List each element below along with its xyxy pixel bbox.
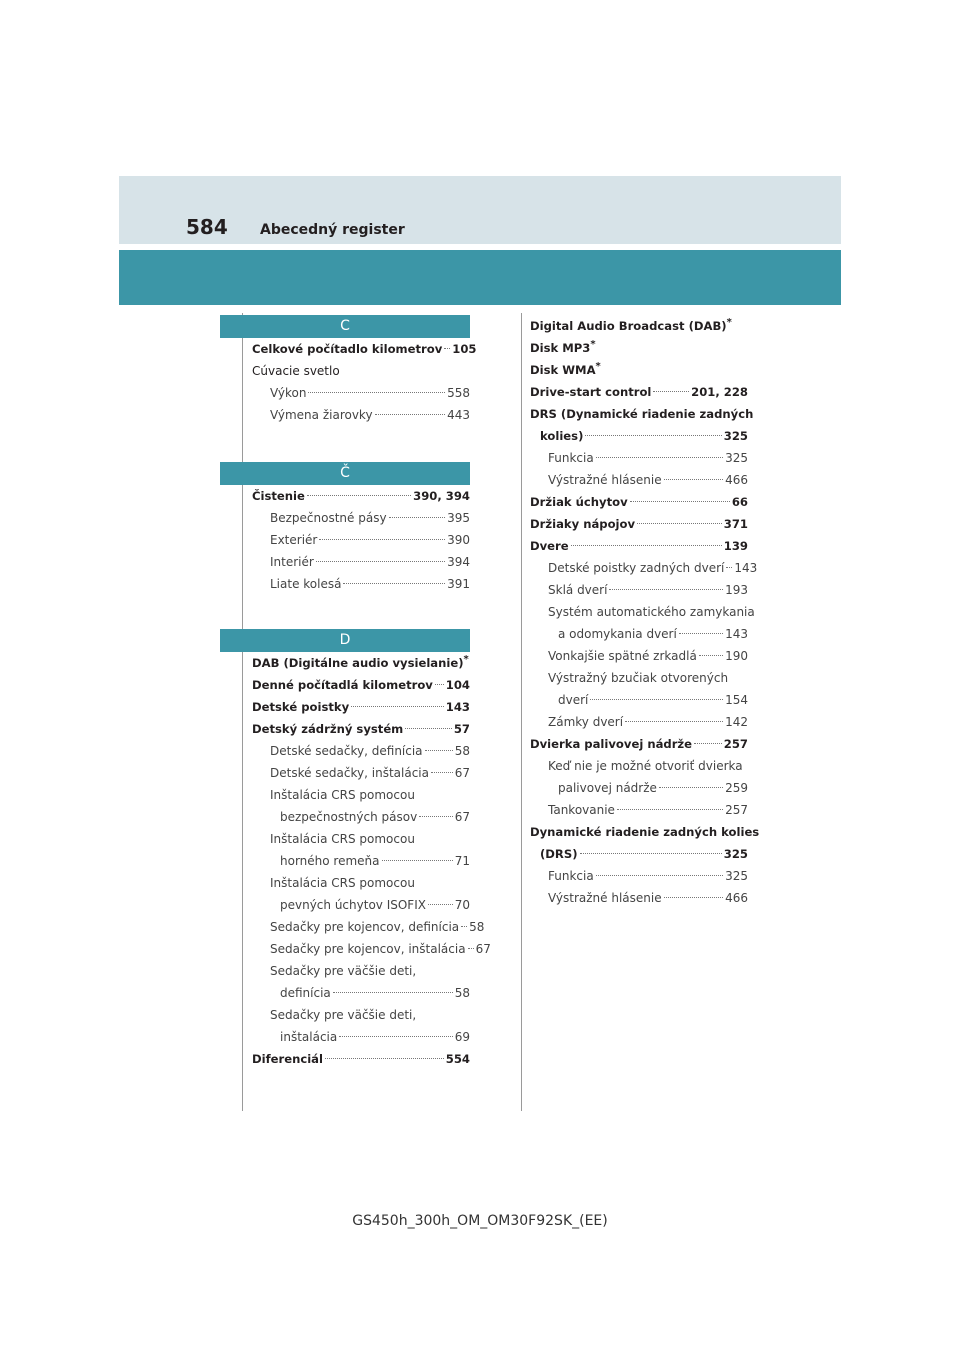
entry-page[interactable]: 58	[454, 986, 470, 1000]
section-title: Abecedný register	[260, 222, 405, 238]
index-entry[interactable]	[530, 425, 748, 447]
dot-leader	[596, 457, 723, 458]
entry-page[interactable]: 67	[454, 810, 470, 824]
entry-term: Detské poistky	[252, 700, 350, 714]
entry-term: Čistenie	[252, 489, 305, 503]
dot-leader	[431, 772, 453, 773]
entry-page[interactable]: 325	[725, 451, 748, 465]
dot-leader	[351, 706, 444, 707]
index-entry[interactable]	[530, 315, 748, 337]
index-subentry[interactable]	[530, 469, 748, 491]
dot-leader	[617, 809, 723, 810]
entry-page[interactable]: 394	[447, 555, 470, 569]
index-subentry[interactable]	[252, 740, 470, 762]
entry-page[interactable]: 105	[452, 342, 477, 356]
dot-leader	[653, 391, 689, 392]
entry-term: Detské poistky zadných dverí	[548, 561, 725, 575]
index-subentry[interactable]	[252, 382, 470, 404]
dot-leader	[699, 655, 723, 656]
dot-leader	[343, 583, 445, 584]
index-subentry[interactable]	[530, 887, 748, 909]
dot-leader	[726, 567, 732, 568]
index-entry[interactable]	[530, 843, 748, 865]
entry-page[interactable]: 67	[475, 942, 491, 956]
index-subentry[interactable]	[252, 916, 485, 938]
entry-term: a odomykania dverí	[558, 627, 677, 641]
entry-page[interactable]: 257	[723, 737, 748, 751]
index-subentry-line: Sedačky pre väčšie deti,	[270, 1008, 417, 1022]
entry-term: Drive-start control	[530, 385, 652, 399]
dot-leader	[625, 721, 723, 722]
index-subentry-line: Sedačky pre väčšie deti,	[270, 964, 417, 978]
entry-term: Dvere	[530, 539, 569, 553]
index-subentry[interactable]	[252, 938, 491, 960]
index-subentry-line: Inštalácia CRS pomocou	[270, 788, 415, 802]
index-entry-line: DRS (Dynamické riadenie zadných	[530, 407, 754, 421]
left-column-rule	[242, 313, 243, 1111]
entry-term: Výkon	[270, 386, 307, 400]
entry-term: Disk WMA	[530, 363, 596, 377]
dot-leader	[585, 435, 721, 436]
entry-term: pevných úchytov ISOFIX	[280, 898, 426, 912]
dot-leader	[444, 348, 450, 349]
entry-page[interactable]: 143	[445, 700, 470, 714]
entry-term: bezpečnostných pásov	[280, 810, 418, 824]
dot-leader	[307, 495, 411, 496]
entry-term: Disk MP3	[530, 341, 591, 355]
index-subentry[interactable]	[530, 689, 748, 711]
dot-leader	[664, 479, 724, 480]
entry-page[interactable]: 67	[454, 766, 470, 780]
entry-page[interactable]: 201, 228	[691, 385, 748, 399]
index-subentry[interactable]	[252, 573, 470, 595]
entry-page[interactable]: 558	[447, 386, 470, 400]
index-subentry[interactable]	[252, 762, 470, 784]
entry-page[interactable]: 257	[725, 803, 748, 817]
entry-page[interactable]: 371	[723, 517, 748, 531]
entry-page[interactable]: 70	[454, 898, 470, 912]
index-entry[interactable]	[530, 491, 748, 513]
entry-term: Zámky dverí	[548, 715, 624, 729]
entry-page[interactable]: 325	[723, 847, 748, 861]
entry-term: palivovej nádrže	[558, 781, 657, 795]
dot-leader	[694, 743, 722, 744]
entry-term: Liate kolesá	[270, 577, 342, 591]
entry-term: Výmena žiarovky	[270, 408, 373, 422]
index-entry[interactable]	[252, 485, 470, 507]
index-subentry-line: Výstražný bzučiak otvorených	[548, 671, 729, 685]
index-entry[interactable]	[252, 338, 477, 360]
index-entry[interactable]	[252, 652, 470, 674]
entry-page[interactable]: 190	[725, 649, 748, 663]
dot-leader	[325, 1058, 444, 1059]
dot-leader	[425, 750, 453, 751]
entry-term: Dvierka palivovej nádrže	[530, 737, 693, 751]
entry-page[interactable]: 104	[445, 678, 470, 692]
entry-term: Denné počítadlá kilometrov	[252, 678, 433, 692]
entry-term: inštalácia	[280, 1030, 338, 1044]
index-subentry-line: Keď nie je možné otvoriť dvierka	[548, 759, 743, 773]
dot-leader	[461, 926, 467, 927]
entry-term: Celkové počítadlo kilometrov	[252, 342, 443, 356]
dot-leader	[590, 699, 723, 700]
index-subentry[interactable]	[252, 551, 470, 573]
index-entry[interactable]	[530, 337, 748, 359]
right-index-column	[530, 315, 760, 909]
entry-term: Tankovanie	[548, 803, 615, 817]
dot-leader	[571, 545, 722, 546]
footnote-mark: *	[590, 339, 596, 351]
letter-header-d: D	[220, 629, 470, 652]
entry-term: definícia	[280, 986, 331, 1000]
index-entry[interactable]	[530, 535, 748, 557]
index-subentry[interactable]	[252, 1026, 470, 1048]
entry-page[interactable]: 71	[454, 854, 470, 868]
index-subentry[interactable]	[530, 579, 748, 601]
entry-page[interactable]: 154	[725, 693, 748, 707]
entry-page[interactable]: 443	[447, 408, 470, 422]
dot-leader	[664, 897, 724, 898]
index-entry[interactable]	[530, 359, 748, 381]
footnote-mark: *	[595, 361, 601, 373]
index-subentry[interactable]	[252, 529, 470, 551]
entry-page[interactable]: 58	[469, 920, 485, 934]
index-subentry-line: Inštalácia CRS pomocou	[270, 876, 415, 890]
entry-term: dverí	[558, 693, 589, 707]
entry-term: Sklá dverí	[548, 583, 608, 597]
entry-term: Interiér	[270, 555, 314, 569]
entry-term: (DRS)	[540, 847, 578, 861]
entry-page[interactable]: 193	[725, 583, 748, 597]
index-entry[interactable]	[530, 513, 748, 535]
entry-page[interactable]: 66	[731, 495, 748, 509]
entry-term: kolies)	[540, 429, 584, 443]
entry-page[interactable]: 554	[445, 1052, 470, 1066]
index-entry[interactable]	[530, 381, 748, 403]
manual-code-footer: GS450h_300h_OM_OM30F92SK_(EE)	[352, 1213, 608, 1229]
entry-term: Bezpečnostné pásy	[270, 511, 387, 525]
entry-page[interactable]: 139	[723, 539, 748, 553]
index-subentry[interactable]	[252, 507, 470, 529]
index-entry-line: Dynamické riadenie zadných kolies	[530, 825, 760, 839]
dot-leader	[382, 860, 453, 861]
dot-leader	[580, 853, 722, 854]
entry-term: Exteriér	[270, 533, 318, 547]
entry-term: Vonkajšie spätné zrkadlá	[548, 649, 697, 663]
dot-leader	[319, 539, 445, 540]
entry-term: Detské sedačky, inštalácia	[270, 766, 429, 780]
header-blue-band	[119, 250, 841, 305]
entry-page[interactable]: 325	[723, 429, 748, 443]
entry-term: Sedačky pre kojencov, inštalácia	[270, 942, 466, 956]
index-subentry[interactable]	[252, 894, 470, 916]
dot-leader	[659, 787, 723, 788]
letter-header-c-caron: Č	[220, 462, 470, 485]
index-subentry[interactable]	[530, 447, 748, 469]
entry-page[interactable]: 69	[454, 1030, 470, 1044]
letter-header-c: C	[220, 315, 470, 338]
index-subentry[interactable]	[252, 404, 470, 426]
index-subentry[interactable]	[530, 777, 748, 799]
index-subentry[interactable]	[252, 850, 470, 872]
entry-term: Diferenciál	[252, 1052, 323, 1066]
dot-leader	[333, 992, 453, 993]
dot-leader	[375, 414, 446, 415]
entry-page[interactable]: 58	[454, 744, 470, 758]
entry-term: Držiaky nápojov	[530, 517, 636, 531]
entry-page[interactable]: 466	[725, 891, 748, 905]
index-subentry[interactable]	[530, 623, 748, 645]
entry-page[interactable]: 395	[447, 511, 470, 525]
index-subentry[interactable]	[252, 806, 470, 828]
index-entry[interactable]	[252, 696, 470, 718]
entry-page[interactable]: 143	[734, 561, 758, 575]
index-subentry[interactable]	[530, 557, 758, 579]
entry-page[interactable]: 259	[725, 781, 748, 795]
entry-term: Detské sedačky, definícia	[270, 744, 423, 758]
dot-leader	[596, 875, 723, 876]
index-entry[interactable]	[252, 1048, 470, 1070]
footnote-mark: *	[726, 317, 732, 329]
dot-leader	[389, 517, 446, 518]
index-subentry[interactable]	[530, 645, 748, 667]
entry-term: horného remeňa	[280, 854, 380, 868]
dot-leader	[405, 728, 452, 729]
dot-leader	[428, 904, 453, 905]
index-subentry[interactable]	[530, 711, 748, 733]
dot-leader	[468, 948, 474, 949]
entry-term: Výstražné hlásenie	[548, 473, 662, 487]
index-subentry[interactable]	[252, 982, 470, 1004]
entry-page[interactable]: 390	[447, 533, 470, 547]
right-column-rule	[521, 313, 522, 1111]
entry-term: Detský zádržný systém	[252, 722, 404, 736]
entry-term: Funkcia	[548, 869, 594, 883]
dot-leader	[637, 523, 722, 524]
left-index-column	[252, 315, 491, 1070]
index-subentry-line: Inštalácia CRS pomocou	[270, 832, 415, 846]
index-entry: Cúvacie svetlo	[252, 364, 340, 378]
page-number: 584	[186, 215, 228, 239]
entry-page[interactable]: 57	[453, 722, 470, 736]
dot-leader	[609, 589, 723, 590]
entry-term: Digital Audio Broadcast (DAB)	[530, 319, 727, 333]
entry-term: Sedačky pre kojencov, definícia	[270, 920, 460, 934]
index-subentry-line: Systém automatického zamykania	[548, 605, 755, 619]
index-entry[interactable]	[252, 718, 470, 740]
index-subentry[interactable]	[530, 799, 748, 821]
entry-page[interactable]: 466	[725, 473, 748, 487]
dot-leader	[630, 501, 730, 502]
index-subentry[interactable]	[530, 865, 748, 887]
entry-page[interactable]: 143	[725, 627, 748, 641]
entry-page[interactable]: 390, 394	[413, 489, 470, 503]
entry-term: Výstražné hlásenie	[548, 891, 662, 905]
dot-leader	[435, 684, 444, 685]
entry-term: DAB (Digitálne audio vysielanie)	[252, 656, 464, 670]
entry-term: Funkcia	[548, 451, 594, 465]
entry-term: Držiak úchytov	[530, 495, 628, 509]
dot-leader	[679, 633, 723, 634]
dot-leader	[308, 392, 445, 393]
entry-page[interactable]: 325	[725, 869, 748, 883]
dot-leader	[419, 816, 453, 817]
entry-page[interactable]: 391	[447, 577, 470, 591]
dot-leader	[339, 1036, 452, 1037]
dot-leader	[316, 561, 445, 562]
index-entry[interactable]	[252, 674, 470, 696]
entry-page[interactable]: 142	[725, 715, 748, 729]
index-entry[interactable]	[530, 733, 748, 755]
footnote-mark: *	[463, 654, 469, 666]
